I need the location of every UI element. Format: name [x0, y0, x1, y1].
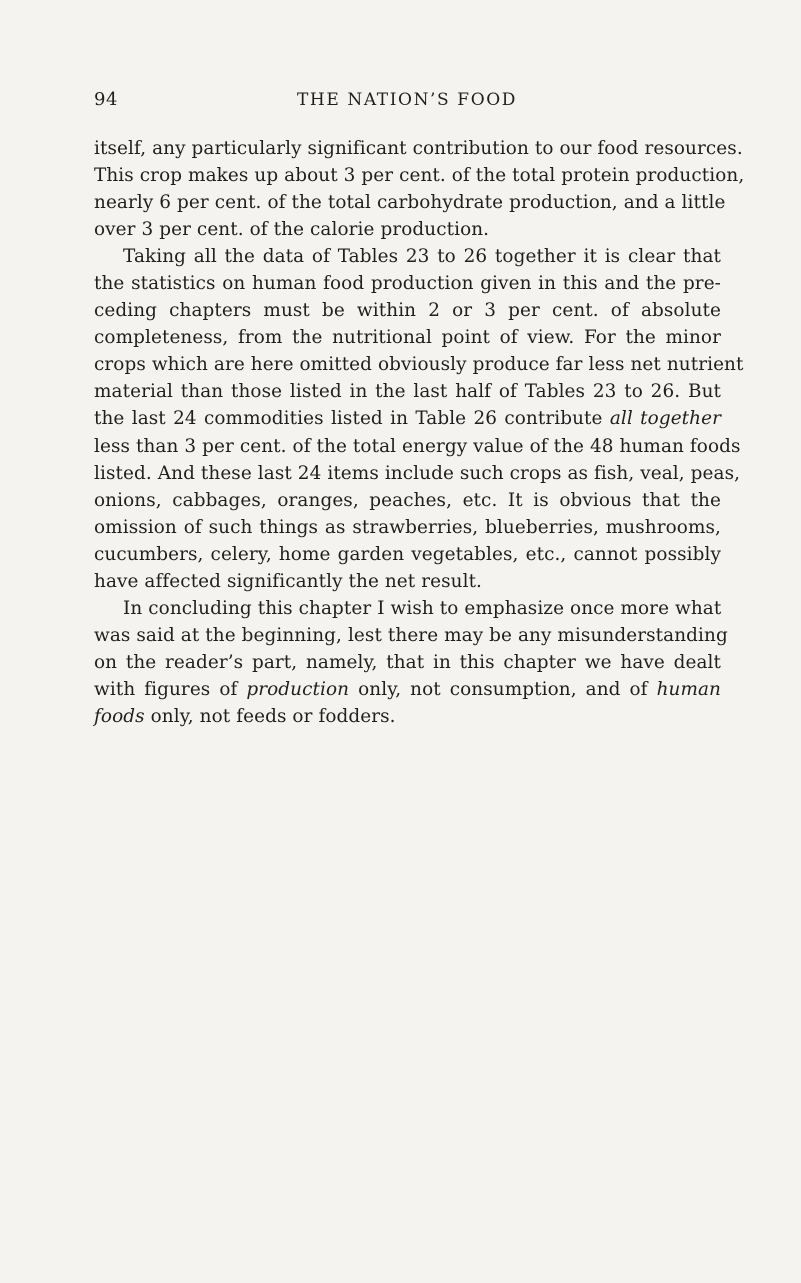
text-run: with figures of	[94, 678, 247, 700]
running-title: THE NATION’S FOOD	[296, 90, 518, 110]
paragraph-2	[94, 243, 744, 595]
text-line: In concluding this chapter I wish to emphasize once more what	[123, 597, 722, 619]
text-line: ceding chapters must be within 2 or 3 per cent. of absolute	[94, 300, 721, 322]
text-line: the statistics on human food production given in this and the pre-	[94, 273, 721, 295]
emphasis-text: production	[246, 678, 350, 700]
text-line-with-emphasis	[94, 405, 721, 432]
text-run: the last 24 commodities listed in Table 26 contribute	[94, 408, 610, 430]
text-line: listed. And these last 24 items include such crops as fish, veal, peas,	[94, 462, 741, 484]
text-line: completeness, from the nutritional point of view. For the minor	[94, 327, 721, 349]
text-line: Taking all the data of Tables 23 to 26 together it is clear that	[123, 246, 721, 268]
text-line: itself, any particularly significant contribution to our food resources.	[94, 138, 743, 159]
text-run: only, not feeds or fodders.	[144, 705, 396, 727]
text-line: onions, cabbages, oranges, peaches, etc. It is obvious that the	[94, 489, 721, 511]
text-line: omission of such things as strawberries, blueberries, mushrooms,	[94, 516, 721, 538]
text-line: have affected significantly the net result.	[94, 570, 483, 592]
text-line: cucumbers, celery, home garden vegetables, etc., cannot possibly	[94, 543, 721, 565]
emphasis-text: foods	[94, 705, 145, 727]
running-head	[94, 89, 720, 117]
text-line-with-emphasis	[94, 676, 721, 703]
text-line: material than those listed in the last half of Tables 23 to 26. But	[94, 381, 721, 403]
body-text	[94, 135, 745, 730]
text-line: over 3 per cent. of the calorie production.	[94, 219, 490, 241]
text-line: was said at the beginning, lest there may be any misunderstanding	[94, 624, 728, 646]
text-line: crops which are here omitted obviously produce far less net nutrient	[94, 354, 744, 376]
paragraph-3	[94, 595, 728, 730]
emphasis-text: human	[656, 678, 721, 700]
text-line: less than 3 per cent. of the total energy value of the 48 human foods	[94, 435, 741, 457]
emphasis-text: all together	[609, 408, 721, 430]
text-line: nearly 6 per cent. of the total carbohydrate production, and a little	[94, 192, 726, 214]
text-line-with-emphasis	[94, 703, 721, 730]
page-number: 94	[94, 89, 118, 110]
text-line: on the reader’s part, namely, that in this chapter we have dealt	[94, 651, 721, 673]
paragraph-1	[94, 135, 745, 243]
text-line: This crop makes up about 3 per cent. of the total protein production,	[94, 165, 745, 187]
text-run: only, not consumption, and of	[349, 678, 657, 700]
